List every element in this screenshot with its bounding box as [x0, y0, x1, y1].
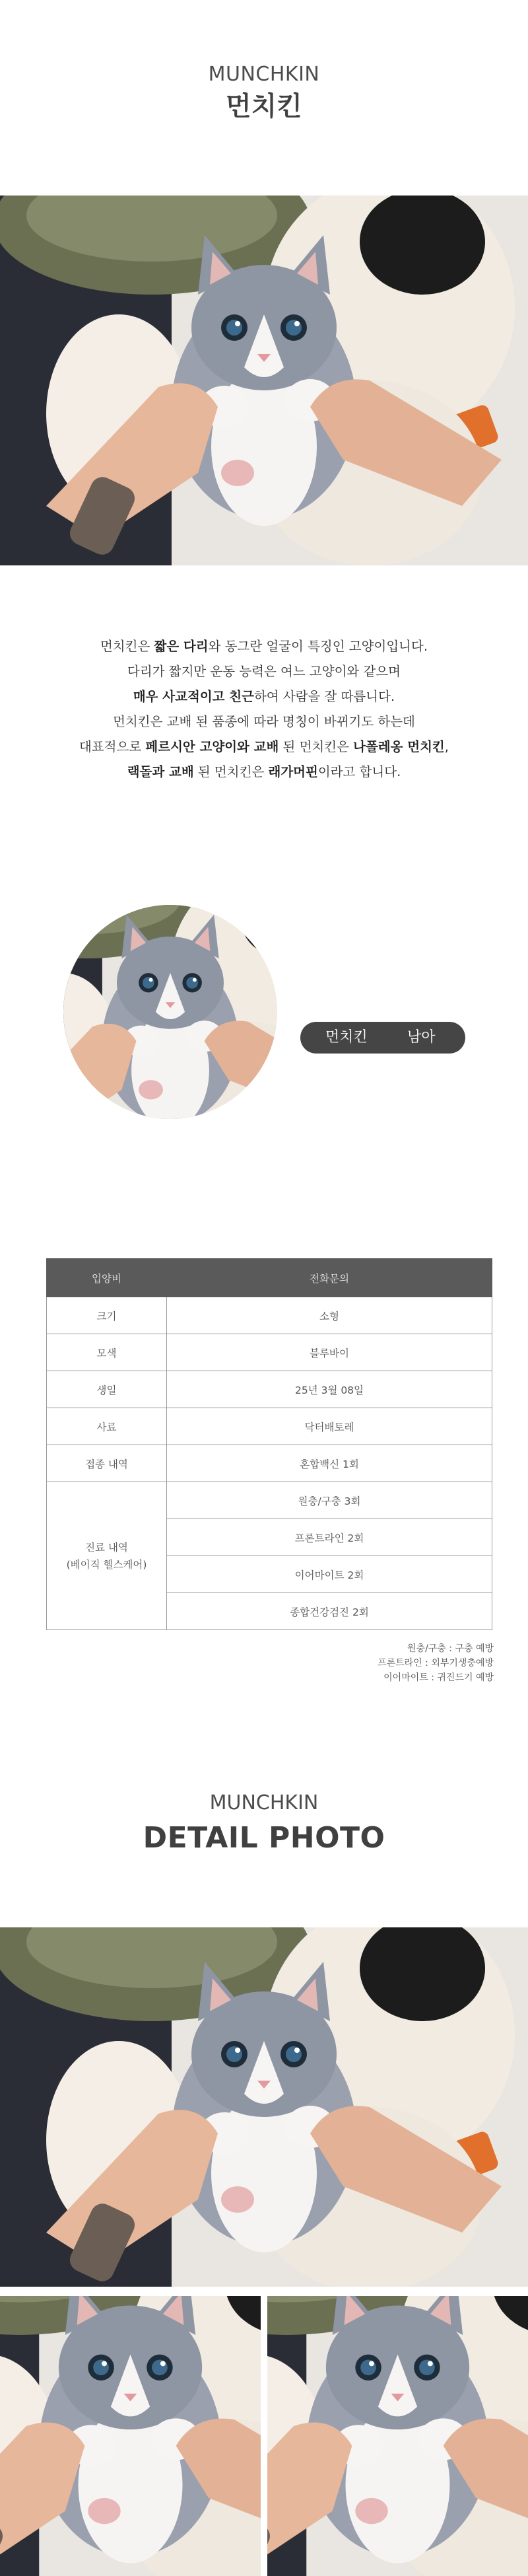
intro-segment: 된 먼치킨은 — [279, 739, 354, 754]
row-value: 닥터배토레 — [167, 1408, 492, 1445]
table-head-label: 입양비 — [47, 1259, 167, 1297]
main-photo — [0, 196, 528, 565]
intro-segment: 하여 사람을 잘 따릅니다. — [253, 689, 395, 704]
intro-segment: 먼치킨은 교배 된 품종에 따라 명칭이 바뀌기도 하는데 — [113, 714, 415, 729]
intro-text — [0, 634, 528, 785]
intro-emphasis: 페르시안 고양이와 교배 — [145, 739, 279, 754]
header — [0, 63, 528, 124]
row-label: 접종 내역 — [47, 1445, 167, 1482]
row-value: 블루바이 — [167, 1334, 492, 1371]
row-label: 사료 — [47, 1408, 167, 1445]
intro-line — [0, 684, 528, 709]
intro-segment: , — [444, 739, 449, 754]
intro-line — [0, 659, 528, 684]
row-label: 생일 — [47, 1371, 167, 1408]
intro-line — [0, 734, 528, 760]
row-label: 크기 — [47, 1297, 167, 1334]
brand-en-title: MUNCHKIN — [208, 63, 320, 86]
intro-emphasis: 래가머핀 — [268, 764, 318, 779]
row-label: 모색 — [47, 1334, 167, 1371]
profile-name: 먼치킨 — [325, 1029, 368, 1046]
footnote: 이어마이트 : 귀진드기 예방 — [383, 1672, 494, 1683]
intro-line — [0, 634, 528, 659]
intro-segment: 이라고 합니다. — [317, 764, 401, 779]
intro-emphasis: 나폴레옹 먼치킨 — [353, 739, 445, 754]
profile-gender: 남아 — [407, 1029, 436, 1046]
intro-segment: 다리가 짧지만 운동 능력은 여느 고양이와 같으며 — [127, 664, 401, 679]
treatment-label-line1: 진료 내역 — [85, 1541, 128, 1554]
treatment-label-line2: (베이직 헬스케어) — [66, 1558, 147, 1571]
table-row — [47, 1297, 492, 1334]
footnotes — [378, 1641, 494, 1685]
table-row — [47, 1334, 492, 1371]
profile-photo — [63, 905, 277, 1119]
detail-photo-left — [0, 2296, 261, 2576]
intro-emphasis: 랙돌과 교배 — [127, 764, 194, 779]
intro-line — [0, 709, 528, 734]
table-head-row — [47, 1259, 492, 1297]
treatment-item: 종합건강검진 2회 — [167, 1593, 492, 1630]
footnote: 프론트라인 : 외부기생충예방 — [378, 1658, 494, 1668]
detail-brand-en: MUNCHKIN — [209, 1791, 319, 1814]
table-row — [47, 1371, 492, 1408]
table-row — [47, 1408, 492, 1445]
treatment-item: 이어마이트 2회 — [167, 1556, 492, 1593]
intro-segment: 대표적으로 — [79, 739, 146, 754]
table-row — [47, 1445, 492, 1482]
detail-photo-right — [267, 2296, 528, 2576]
info-table — [46, 1258, 492, 1630]
footnote: 원충/구충 : 구충 예방 — [407, 1643, 494, 1654]
intro-emphasis: 짧은 다리 — [154, 639, 209, 654]
intro-segment: 와 동그란 얼굴이 특징인 고양이입니다. — [208, 639, 428, 654]
brand-ko-title: 먼치킨 — [226, 91, 302, 122]
intro-segment: 먼치킨은 — [100, 639, 154, 654]
treatment-label — [47, 1482, 167, 1630]
intro-line — [0, 760, 528, 785]
detail-header — [0, 1791, 528, 1856]
treatment-item: 원충/구충 3회 — [167, 1482, 492, 1519]
intro-emphasis: 매우 사교적이고 친근 — [133, 689, 254, 704]
table-row — [47, 1482, 492, 1519]
profile-pill — [300, 1022, 465, 1054]
row-value: 혼합백신 1회 — [167, 1445, 492, 1482]
detail-photo-main — [0, 1927, 528, 2287]
row-value: 소형 — [167, 1297, 492, 1334]
table-head-value: 전화문의 — [167, 1259, 492, 1297]
detail-title: DETAIL PHOTO — [143, 1821, 385, 1855]
treatment-item: 프론트라인 2회 — [167, 1519, 492, 1556]
row-value: 25년 3월 08일 — [167, 1371, 492, 1408]
intro-segment: 된 먼치킨은 — [193, 764, 269, 779]
